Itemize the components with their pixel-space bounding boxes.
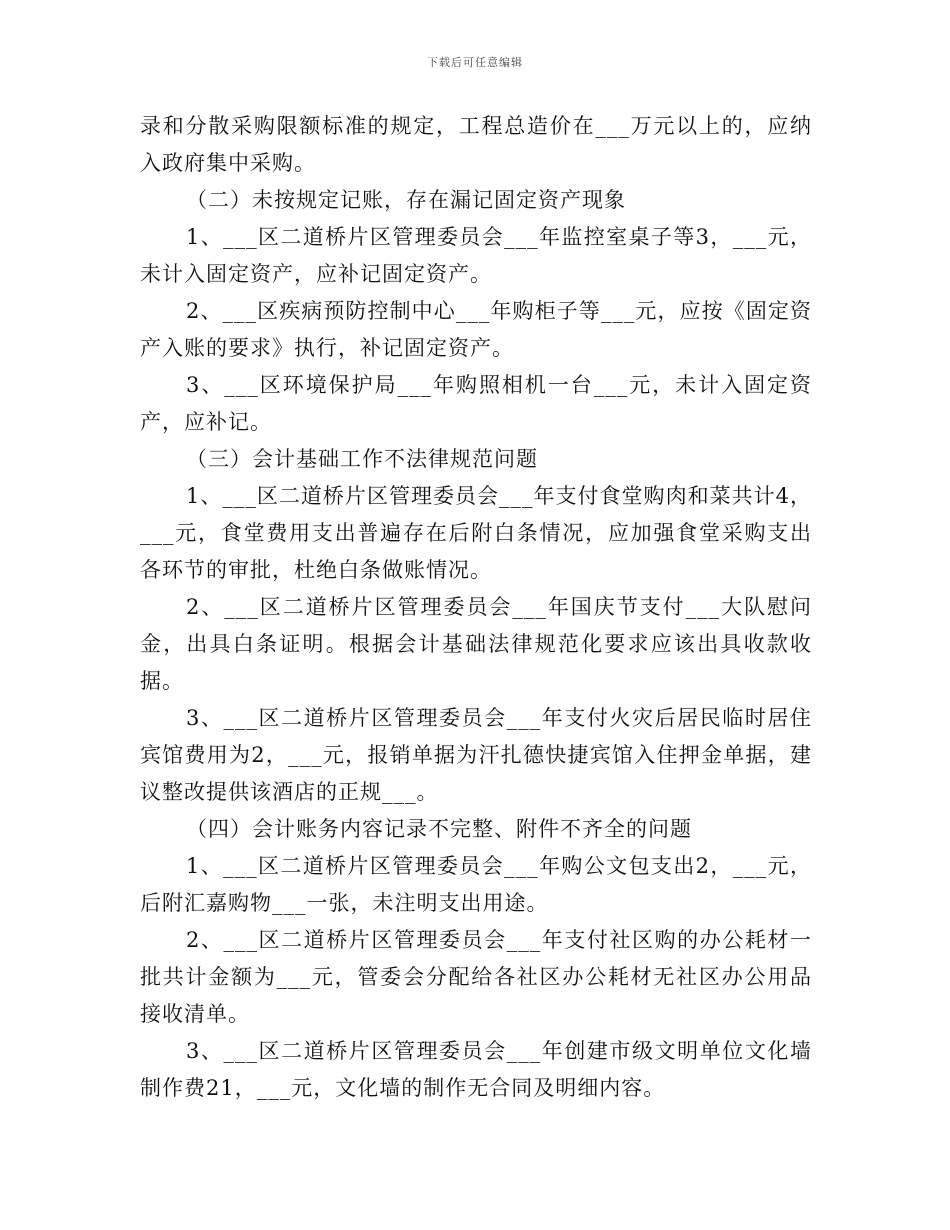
section-heading-4: （四）会计账务内容记录不完整、附件不齐全的问题	[186, 817, 692, 841]
list-item: 1、___区二道桥片区管理委员会___年支付食堂购肉和菜共计4，___元，食堂费用支出普遍存在后附白条情况，应加强食堂采购支出各环节的审批，杜绝白条做账情况。	[140, 484, 812, 582]
list-item: 3、___区二道桥片区管理委员会___年创建市级文明单位文化墙制作费21，___元，文化墙的制作无合同及明细内容。	[140, 1039, 812, 1100]
paragraph-continuation: 录和分散采购限额标准的规定，工程总造价在___万元以上的，应纳入政府集中采购。	[140, 114, 812, 175]
page-header: 下载后可任意编辑	[427, 56, 523, 69]
list-item: 2、___区疾病预防控制中心___年购柜子等___元，应按《固定资产入账的要求》执行，补记固定资产。	[140, 299, 812, 360]
document-body	[140, 108, 812, 1107]
section-heading-3: （三）会计基础工作不法律规范问题	[186, 447, 538, 471]
list-item: 3、___区环境保护局___年购照相机一台___元，未计入固定资产，应补记。	[140, 373, 812, 434]
list-item: 1、___区二道桥片区管理委员会___年购公文包支出2，___元，后附汇嘉购物___一张，未注明支出用途。	[140, 854, 812, 915]
list-item: 1、___区二道桥片区管理委员会___年监控室桌子等3，___元，未计入固定资产，应补记固定资产。	[140, 225, 812, 286]
section-heading-2: （二）未按规定记账，存在漏记固定资产现象	[186, 188, 626, 212]
list-item: 2、___区二道桥片区管理委员会___年支付社区购的办公耗材一批共计金额为___元，管委会分配给各社区办公耗材无社区办公用品接收清单。	[140, 928, 812, 1026]
list-item: 2、___区二道桥片区管理委员会___年国庆节支付___大队慰问金，出具白条证明。根据会计基础法律规范化要求应该出具收款收据。	[140, 595, 812, 693]
list-item: 3、___区二道桥片区管理委员会___年支付火灾后居民临时居住宾馆费用为2，___元，报销单据为汗扎德快捷宾馆入住押金单据，建议整改提供该酒店的正规___。	[140, 706, 812, 804]
